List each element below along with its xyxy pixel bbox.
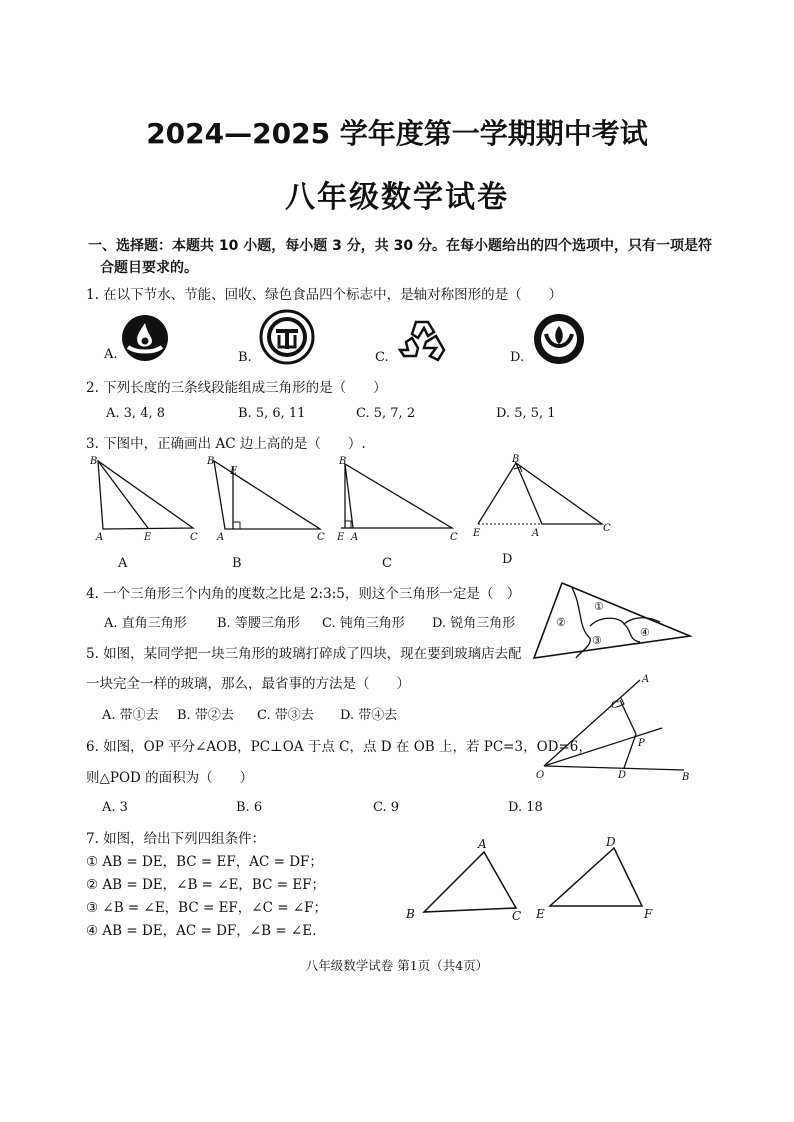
q3-figure-c bbox=[335, 456, 465, 541]
piece-3-label: ③ bbox=[592, 634, 602, 647]
q3a-label-c: C bbox=[190, 532, 198, 543]
q6-label-p: P bbox=[638, 738, 645, 749]
q3a-label-e: E bbox=[144, 532, 152, 543]
q5-option-a: A. 带①去 bbox=[102, 708, 159, 723]
q7-label-f: F bbox=[644, 907, 653, 921]
q6-option-c: C. 9 bbox=[373, 800, 400, 815]
q3b-label-c: C bbox=[317, 532, 325, 543]
question-5-text-line2: 一块完全一样的玻璃，那么，最省事的方法是（ ） bbox=[86, 676, 410, 692]
q7-condition-3: ③ ∠B = ∠E，BC = EF，∠C = ∠F； bbox=[86, 900, 328, 916]
q6-angle-figure bbox=[536, 672, 696, 784]
energy-saving-logo-icon bbox=[259, 309, 315, 365]
question-1-text: 1. 在以下节水、节能、回收、绿色食品四个标志中，是轴对称图形的是（ ） bbox=[86, 287, 563, 303]
question-7-text: 7. 如图，给出下列四组条件： bbox=[86, 831, 266, 847]
q3c-label-e: E bbox=[337, 532, 345, 543]
q2-option-b: B. 5, 6, 11 bbox=[238, 406, 306, 421]
q5-option-d: D. 带④去 bbox=[340, 708, 398, 723]
q4-option-c: C. 钝角三角形 bbox=[322, 616, 405, 631]
q6-label-d: D bbox=[618, 770, 627, 781]
q6-option-a: A. 3 bbox=[102, 800, 128, 815]
q7-condition-1: ① AB = DE，BC = EF，AC = DF； bbox=[86, 854, 323, 870]
question-6-text-line2: 则△POD 的面积为（ ） bbox=[86, 770, 254, 786]
q2-option-a: A. 3, 4, 8 bbox=[106, 406, 165, 421]
section-instructions-line2: 合题目要求的。 bbox=[100, 260, 198, 276]
question-2-text: 2. 下列长度的三条线段能组成三角形的是（ ） bbox=[86, 380, 387, 396]
q1-option-b: B. bbox=[238, 350, 252, 365]
q5-option-b: B. 带②去 bbox=[177, 708, 234, 723]
q5-option-c: C. 带③去 bbox=[257, 708, 314, 723]
q1-option-a: A. bbox=[104, 347, 118, 362]
question-5-text-line1: 5. 如图，某同学把一块三角形的玻璃打碎成了四块，现在要到玻璃店去配 bbox=[86, 646, 522, 662]
q6-option-d: D. 18 bbox=[508, 800, 543, 815]
piece-4-label: ④ bbox=[640, 626, 650, 639]
q3c-label-c: C bbox=[450, 532, 458, 543]
q7-label-e: E bbox=[536, 907, 545, 921]
water-saving-logo-icon bbox=[120, 313, 170, 363]
green-food-logo-icon bbox=[532, 312, 586, 366]
piece-2-label: ② bbox=[556, 616, 566, 629]
q3-caption-b: B bbox=[232, 556, 242, 571]
q7-label-a: A bbox=[478, 837, 487, 851]
q3d-label-e: E bbox=[473, 528, 481, 539]
q4-option-b: B. 等腰三角形 bbox=[217, 616, 300, 631]
q6-label-b: B bbox=[682, 772, 690, 783]
page-subtitle: 八年级数学试卷 bbox=[285, 180, 509, 215]
q2-option-c: C. 5, 7, 2 bbox=[356, 406, 416, 421]
q6-label-o: O bbox=[536, 770, 545, 781]
q3-figure-d bbox=[470, 453, 615, 541]
q5-broken-glass-figure bbox=[532, 578, 694, 662]
q3a-label-a: A bbox=[96, 532, 104, 543]
question-6-text-line1: 6. 如图，OP 平分∠AOB，PC⊥OA 于点 C，点 D 在 OB 上，若 PC=3，OD=6， bbox=[86, 739, 592, 755]
q1-option-d: D. bbox=[510, 350, 525, 365]
piece-1-label: ① bbox=[594, 600, 604, 613]
q3-figure-b bbox=[205, 456, 330, 541]
q3c-label-b: B bbox=[339, 456, 347, 467]
question-3-text: 3. 下图中，正确画出 AC 边上高的是（ ）. bbox=[86, 436, 366, 452]
recycle-logo-icon bbox=[398, 316, 450, 364]
q3b-label-a: A bbox=[217, 532, 225, 543]
q3-caption-d: D bbox=[502, 552, 513, 567]
q3a-label-b: B bbox=[90, 456, 98, 467]
q7-label-c: C bbox=[512, 909, 522, 923]
q3-figure-a bbox=[88, 456, 203, 541]
page-title: 2024—2025 学年度第一学期期中考试 bbox=[146, 117, 648, 150]
q7-triangles-figure bbox=[402, 834, 662, 926]
q3c-label-a: A bbox=[351, 532, 359, 543]
q2-option-d: D. 5, 5, 1 bbox=[496, 406, 556, 421]
q3d-label-b: B bbox=[512, 454, 520, 465]
q6-option-b: B. 6 bbox=[236, 800, 263, 815]
q3-caption-a: A bbox=[118, 556, 128, 571]
q7-label-d: D bbox=[606, 835, 616, 849]
q6-label-a: A bbox=[642, 674, 650, 685]
q4-option-a: A. 直角三角形 bbox=[104, 616, 187, 631]
q3b-label-b: B bbox=[207, 456, 215, 467]
q6-label-c: C bbox=[611, 700, 619, 711]
q3b-label-e: E bbox=[230, 466, 238, 477]
section-instructions-line1: 一、选择题：本题共 10 小题，每小题 3 分，共 30 分。在每小题给出的四个选项中，只有一项是符 bbox=[88, 238, 712, 254]
q7-condition-4: ④ AB = DE，AC = DF，∠B = ∠E. bbox=[86, 923, 317, 939]
q3d-label-c: C bbox=[603, 523, 611, 534]
q7-label-b: B bbox=[406, 907, 415, 921]
question-4-text: 4. 一个三角形三个内角的度数之比是 2:3:5，则这个三角形一定是（ ） bbox=[86, 586, 521, 602]
q3d-label-a: A bbox=[532, 528, 540, 539]
q7-condition-2: ② AB = DE，∠B = ∠E，BC = EF； bbox=[86, 877, 326, 893]
q3-caption-c: C bbox=[382, 556, 392, 571]
q4-option-d: D. 锐角三角形 bbox=[432, 616, 516, 631]
page-footer: 八年级数学试卷 第1页（共4页） bbox=[305, 958, 489, 973]
q1-option-c: C. bbox=[375, 350, 389, 365]
